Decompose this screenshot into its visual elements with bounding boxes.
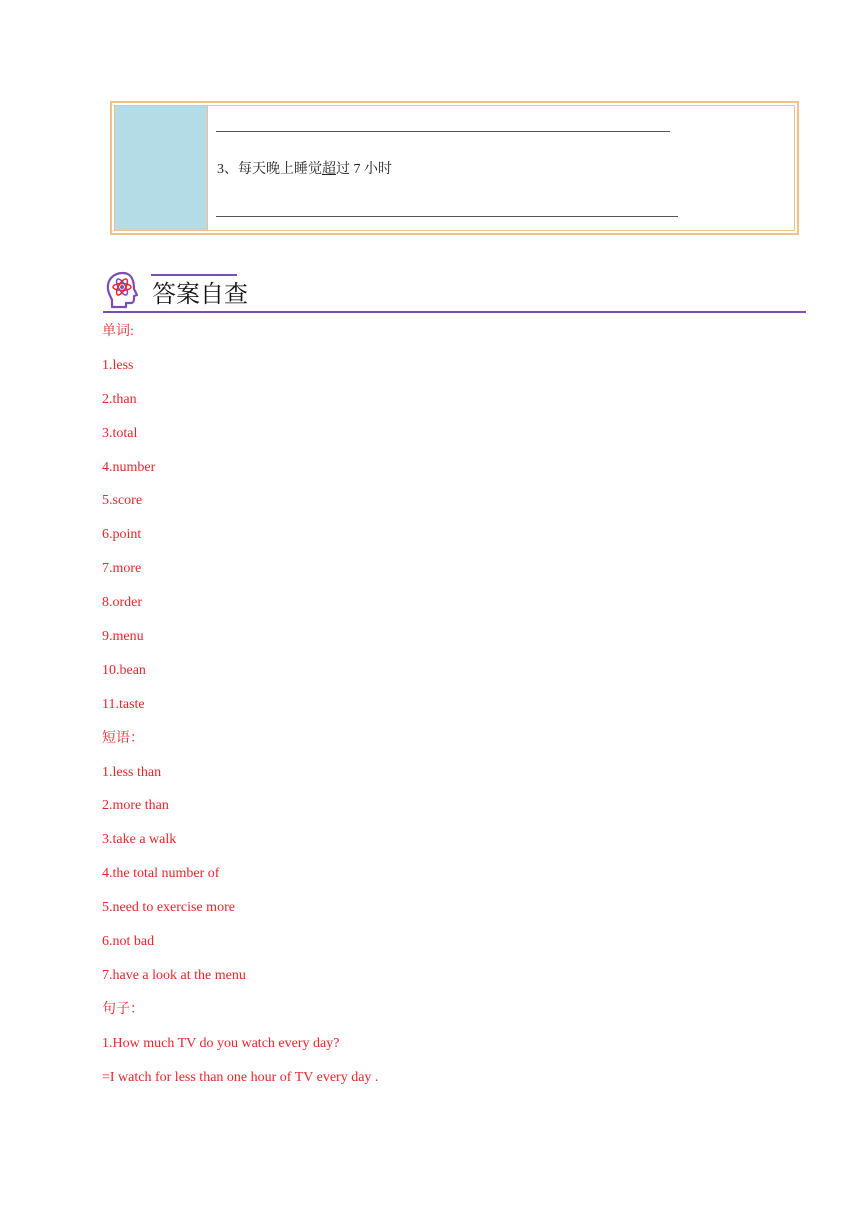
answer-line: 1.less [102,357,134,373]
answer-line: 单词: [102,324,134,339]
section-title: 答案自查 [152,280,248,308]
answer-blank-line [216,216,678,217]
answer-blank-line [216,131,670,132]
answer-list [102,322,802,1101]
exercise-content-cell [208,106,794,230]
title-overline [151,274,237,276]
answer-line: 4.the total number of [102,866,220,882]
answer-line: 10.bean [102,662,146,678]
brain-atom-icon [103,270,143,310]
prompt-underlined: 超 [322,162,336,177]
answer-line: 5.need to exercise more [102,900,235,916]
answer-line: 7.have a look at the menu [102,967,246,983]
answer-line: 3.take a walk [102,832,177,848]
answer-line: 2.than [102,391,137,407]
section-header [103,268,806,314]
answer-line: 8.order [102,595,143,611]
answer-line: 7.more [102,561,142,577]
answer-line: 6.point [102,527,142,543]
answer-line: 9.menu [102,629,144,645]
answer-line: 3.total [102,425,138,441]
answer-line: 6.not bad [102,934,155,950]
answer-line: 11.taste [102,696,145,712]
answer-line: 1.less than [102,764,162,780]
answer-line: 句子： [102,1001,144,1017]
prompt-suffix: 过 7 小时 [336,162,392,177]
section-divider [103,311,806,313]
answer-line: 4.number [102,459,156,475]
answer-line: 5.score [102,493,143,509]
answer-line: 1.How much TV do you watch every day? [102,1035,340,1051]
exercise-label-cell [115,106,208,230]
prompt-prefix: 3、每天晚上睡觉 [217,162,322,177]
exercise-table-inner [114,105,795,231]
answer-line: =I watch for less than one hour of TV every day . [102,1069,379,1085]
exercise-prompt [217,158,392,178]
answer-line: 短语： [102,730,144,746]
exercise-table [110,101,799,235]
answer-line: 2.more than [102,798,169,814]
